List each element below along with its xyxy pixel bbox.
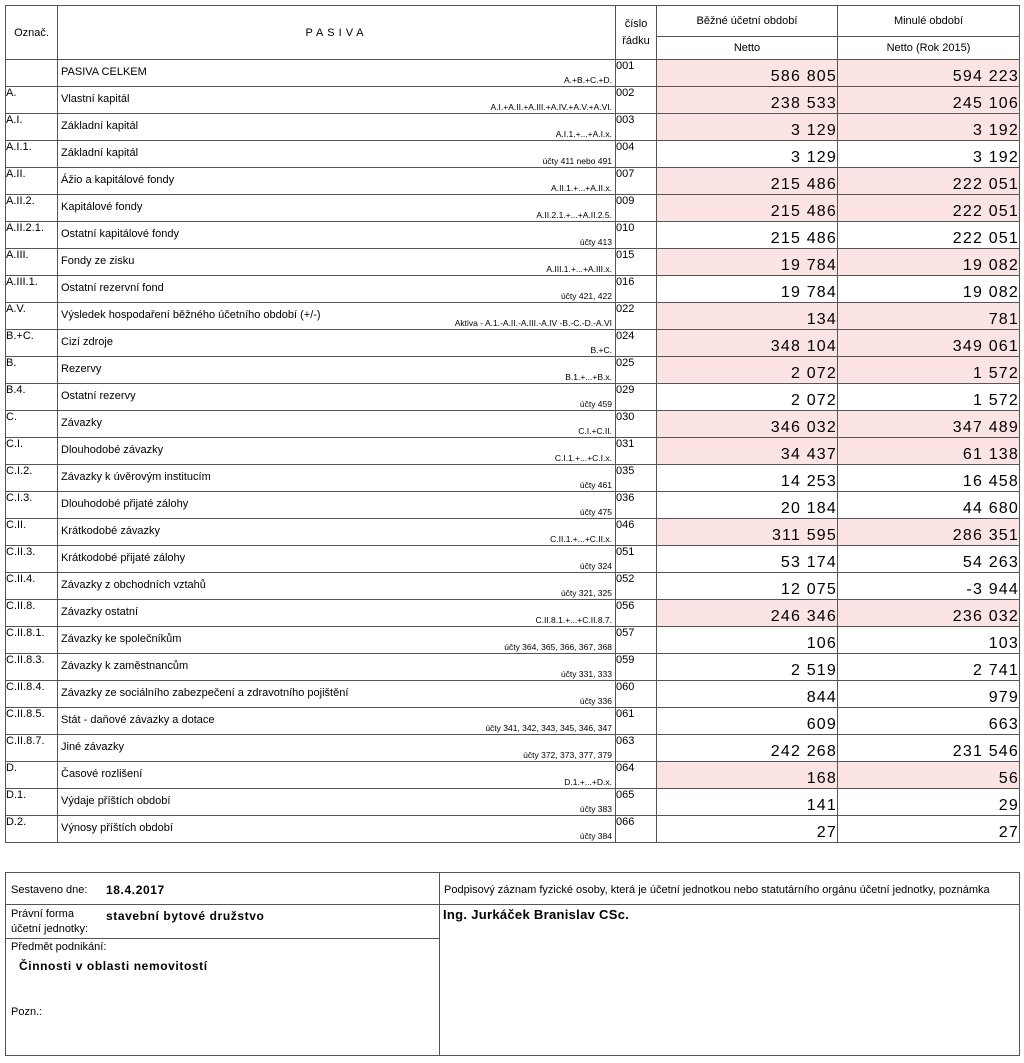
value-previous: 347 489 bbox=[838, 411, 1020, 438]
row-code: A. bbox=[6, 87, 58, 114]
header-cislo: číslo bbox=[624, 17, 648, 30]
table-row bbox=[6, 438, 1020, 465]
podpis-label: Podpisový záznam fyzické osoby, která je účetní jednotkou nebo statutárního orgánu účetní jednotky, poznámka bbox=[444, 884, 990, 896]
footer-rule bbox=[6, 938, 439, 939]
row-code: A.III. bbox=[6, 249, 58, 276]
row-number: 030 bbox=[616, 411, 657, 438]
row-label-cell bbox=[58, 708, 616, 735]
row-formula: účty 411 nebo 491 bbox=[542, 156, 612, 166]
row-name: Vlastní kapitál bbox=[61, 93, 130, 105]
row-formula: účty 421, 422 bbox=[560, 291, 612, 301]
value-previous: 979 bbox=[838, 681, 1020, 708]
row-formula: B.1.+...+B.x. bbox=[565, 372, 612, 382]
row-code: C.II.8.1. bbox=[6, 627, 58, 654]
predmet-value: Činnosti v oblasti nemovitostí bbox=[19, 959, 208, 973]
row-code: C.II.8. bbox=[6, 600, 58, 627]
value-current: 242 268 bbox=[657, 735, 838, 762]
footer-section bbox=[5, 872, 1020, 1056]
row-label-cell bbox=[58, 141, 616, 168]
value-previous: 1 572 bbox=[838, 357, 1020, 384]
row-formula: účty 413 bbox=[579, 237, 612, 247]
row-name: Výsledek hospodaření běžného účetního období (+/-) bbox=[61, 309, 321, 321]
row-code: A.II.2. bbox=[6, 195, 58, 222]
row-number: 001 bbox=[616, 60, 657, 87]
row-code: A.II. bbox=[6, 168, 58, 195]
row-name: Rezervy bbox=[61, 363, 102, 375]
row-code: B. bbox=[6, 357, 58, 384]
row-number: 046 bbox=[616, 519, 657, 546]
row-name: Ostatní kapitálové fondy bbox=[61, 228, 180, 240]
row-formula: C.I.1.+...+C.I.x. bbox=[554, 453, 612, 463]
value-current: 246 346 bbox=[657, 600, 838, 627]
row-number: 031 bbox=[616, 438, 657, 465]
value-previous: 3 192 bbox=[838, 141, 1020, 168]
row-code: C.I.3. bbox=[6, 492, 58, 519]
table-row bbox=[6, 114, 1020, 141]
value-previous: -3 944 bbox=[838, 573, 1020, 600]
value-current: 609 bbox=[657, 708, 838, 735]
row-name: Krátkodobé přijaté zálohy bbox=[61, 552, 186, 564]
row-code: A.I. bbox=[6, 114, 58, 141]
footer-rule bbox=[6, 904, 439, 905]
value-current: 12 075 bbox=[657, 573, 838, 600]
value-previous: 222 051 bbox=[838, 222, 1020, 249]
row-formula: účty 372, 373, 377, 379 bbox=[523, 750, 612, 760]
table-row bbox=[6, 762, 1020, 789]
value-previous: 245 106 bbox=[838, 87, 1020, 114]
row-formula: účty 336 bbox=[579, 696, 612, 706]
row-number: 035 bbox=[616, 465, 657, 492]
row-code: C. bbox=[6, 411, 58, 438]
table-row bbox=[6, 681, 1020, 708]
row-number: 061 bbox=[616, 708, 657, 735]
row-label-cell bbox=[58, 249, 616, 276]
row-name: Závazky k úvěrovým institucím bbox=[61, 471, 211, 483]
signer-name: Ing. Jurkáček Branislav CSc. bbox=[443, 907, 630, 922]
row-formula: účty 321, 325 bbox=[560, 588, 612, 598]
row-label-cell bbox=[58, 762, 616, 789]
row-name: Závazky k zaměstnancům bbox=[61, 660, 189, 672]
row-formula: účty 461 bbox=[579, 480, 612, 490]
value-current: 19 784 bbox=[657, 249, 838, 276]
row-code: B.4. bbox=[6, 384, 58, 411]
row-code: C.II.8.3. bbox=[6, 654, 58, 681]
row-code: A.I.1. bbox=[6, 141, 58, 168]
row-formula: účty 341, 342, 343, 345, 346, 347 bbox=[485, 723, 612, 733]
row-code: A.III.1. bbox=[6, 276, 58, 303]
row-code: A.V. bbox=[6, 303, 58, 330]
value-previous: 231 546 bbox=[838, 735, 1020, 762]
row-label-cell bbox=[58, 384, 616, 411]
row-number: 063 bbox=[616, 735, 657, 762]
value-current: 34 437 bbox=[657, 438, 838, 465]
table-row bbox=[6, 816, 1020, 843]
row-name: Fondy ze zisku bbox=[61, 255, 135, 267]
row-number: 003 bbox=[616, 114, 657, 141]
row-label-cell bbox=[58, 573, 616, 600]
value-current: 141 bbox=[657, 789, 838, 816]
header-row-number bbox=[616, 6, 657, 60]
value-previous: 16 458 bbox=[838, 465, 1020, 492]
value-previous: 594 223 bbox=[838, 60, 1020, 87]
table-row bbox=[6, 384, 1020, 411]
table-row bbox=[6, 249, 1020, 276]
row-label-cell bbox=[58, 330, 616, 357]
value-current: 168 bbox=[657, 762, 838, 789]
header-oznac: Označ. bbox=[6, 6, 58, 60]
value-current: 53 174 bbox=[657, 546, 838, 573]
row-number: 057 bbox=[616, 627, 657, 654]
header-previous-netto: Netto (Rok 2015) bbox=[838, 37, 1020, 60]
row-name: Výdaje příštích období bbox=[61, 795, 171, 807]
row-code: C.II. bbox=[6, 519, 58, 546]
table-row bbox=[6, 519, 1020, 546]
header-current-netto: Netto bbox=[657, 37, 838, 60]
table-row bbox=[6, 600, 1020, 627]
row-number: 036 bbox=[616, 492, 657, 519]
row-label-cell bbox=[58, 492, 616, 519]
value-current: 27 bbox=[657, 816, 838, 843]
row-code: C.II.3. bbox=[6, 546, 58, 573]
value-current: 215 486 bbox=[657, 195, 838, 222]
value-current: 20 184 bbox=[657, 492, 838, 519]
row-code: C.I.2. bbox=[6, 465, 58, 492]
row-number: 022 bbox=[616, 303, 657, 330]
row-formula: B.+C. bbox=[590, 345, 612, 355]
row-code: C.II.4. bbox=[6, 573, 58, 600]
value-current: 215 486 bbox=[657, 168, 838, 195]
row-label-cell bbox=[58, 195, 616, 222]
row-number: 065 bbox=[616, 789, 657, 816]
row-label-cell bbox=[58, 222, 616, 249]
value-previous: 286 351 bbox=[838, 519, 1020, 546]
table-row bbox=[6, 60, 1020, 87]
row-name: Výnosy příštích období bbox=[61, 822, 173, 834]
pravni-label-2: účetní jednotky: bbox=[11, 923, 89, 935]
value-previous: 56 bbox=[838, 762, 1020, 789]
value-previous: 1 572 bbox=[838, 384, 1020, 411]
value-previous: 781 bbox=[838, 303, 1020, 330]
row-name: Základní kapitál bbox=[61, 120, 139, 132]
row-name: Časové rozlišení bbox=[61, 768, 143, 780]
row-name: Ostatní rezervní fond bbox=[61, 282, 164, 294]
row-formula: A.I.1.+...+A.I.x. bbox=[555, 129, 612, 139]
value-previous: 222 051 bbox=[838, 168, 1020, 195]
row-name: Ostatní rezervy bbox=[61, 390, 136, 402]
row-label-cell bbox=[58, 357, 616, 384]
row-formula: A.III.1.+...+A.III.x. bbox=[546, 264, 612, 274]
value-current: 348 104 bbox=[657, 330, 838, 357]
header-pasiva: PASIVA bbox=[58, 6, 616, 60]
table-row bbox=[6, 789, 1020, 816]
row-formula: účty 383 bbox=[579, 804, 612, 814]
value-current: 844 bbox=[657, 681, 838, 708]
row-name: Závazky ke společníkům bbox=[61, 633, 182, 645]
value-previous: 27 bbox=[838, 816, 1020, 843]
row-number: 010 bbox=[616, 222, 657, 249]
row-label-cell bbox=[58, 87, 616, 114]
value-previous: 663 bbox=[838, 708, 1020, 735]
row-number: 060 bbox=[616, 681, 657, 708]
row-code: C.I. bbox=[6, 438, 58, 465]
row-number: 064 bbox=[616, 762, 657, 789]
footer-divider bbox=[439, 873, 440, 1055]
balance-sheet-table bbox=[5, 5, 1020, 843]
pozn-label: Pozn.: bbox=[11, 1006, 43, 1018]
table-row bbox=[6, 573, 1020, 600]
row-code: D. bbox=[6, 762, 58, 789]
table-row bbox=[6, 222, 1020, 249]
row-label-cell bbox=[58, 519, 616, 546]
row-label-cell bbox=[58, 465, 616, 492]
table-row bbox=[6, 627, 1020, 654]
row-label-cell bbox=[58, 654, 616, 681]
row-number: 007 bbox=[616, 168, 657, 195]
row-formula: D.1.+...+D.x. bbox=[564, 777, 612, 787]
value-current: 586 805 bbox=[657, 60, 838, 87]
value-previous: 2 741 bbox=[838, 654, 1020, 681]
row-name: Závazky z obchodních vztahů bbox=[61, 579, 206, 591]
row-name: Krátkodobé závazky bbox=[61, 525, 161, 537]
row-label-cell bbox=[58, 627, 616, 654]
table-row bbox=[6, 168, 1020, 195]
row-code bbox=[6, 60, 58, 87]
row-number: 056 bbox=[616, 600, 657, 627]
row-label-cell bbox=[58, 114, 616, 141]
row-number: 029 bbox=[616, 384, 657, 411]
row-name: Cizí zdroje bbox=[61, 336, 113, 348]
row-label-cell bbox=[58, 681, 616, 708]
sestaveno-value: 18.4.2017 bbox=[106, 883, 165, 897]
table-row bbox=[6, 303, 1020, 330]
value-current: 19 784 bbox=[657, 276, 838, 303]
row-formula: A.+B.+C.+D. bbox=[564, 75, 612, 85]
value-current: 134 bbox=[657, 303, 838, 330]
row-name: Závazky ze sociálního zabezpečení a zdravotního pojištění bbox=[61, 687, 349, 699]
row-number: 066 bbox=[616, 816, 657, 843]
value-current: 106 bbox=[657, 627, 838, 654]
value-previous: 44 680 bbox=[838, 492, 1020, 519]
row-code: C.II.8.5. bbox=[6, 708, 58, 735]
row-formula: A.I.+A.II.+A.III.+A.IV.+A.V.+A.VI. bbox=[490, 102, 612, 112]
row-number: 009 bbox=[616, 195, 657, 222]
row-code: A.II.2.1. bbox=[6, 222, 58, 249]
row-formula: účty 324 bbox=[579, 561, 612, 571]
row-name: PASIVA CELKEM bbox=[61, 66, 147, 78]
value-current: 3 129 bbox=[657, 114, 838, 141]
table-body bbox=[6, 60, 1020, 843]
row-name: Jiné závazky bbox=[61, 741, 124, 753]
value-current: 2 519 bbox=[657, 654, 838, 681]
row-code: D.1. bbox=[6, 789, 58, 816]
predmet-label: Předmět podnikání: bbox=[11, 941, 107, 953]
row-formula: C.I.+C.II. bbox=[578, 426, 612, 436]
row-code: D.2. bbox=[6, 816, 58, 843]
table-row bbox=[6, 276, 1020, 303]
row-formula: účty 475 bbox=[579, 507, 612, 517]
pravni-value: stavební bytové družstvo bbox=[106, 909, 265, 923]
row-label-cell bbox=[58, 546, 616, 573]
row-formula: účty 459 bbox=[579, 399, 612, 409]
row-formula: účty 384 bbox=[579, 831, 612, 841]
sestaveno-label: Sestaveno dne: bbox=[11, 884, 88, 896]
value-current: 238 533 bbox=[657, 87, 838, 114]
row-formula: A.II.2.1.+...+A.II.2.5. bbox=[536, 210, 612, 220]
row-formula: účty 331, 333 bbox=[560, 669, 612, 679]
row-label-cell bbox=[58, 411, 616, 438]
value-current: 14 253 bbox=[657, 465, 838, 492]
row-formula: A.II.1.+...+A.II.x. bbox=[551, 183, 612, 193]
row-label-cell bbox=[58, 303, 616, 330]
value-current: 3 129 bbox=[657, 141, 838, 168]
footer-rule bbox=[439, 904, 1019, 905]
value-current: 215 486 bbox=[657, 222, 838, 249]
value-current: 311 595 bbox=[657, 519, 838, 546]
value-previous: 19 082 bbox=[838, 249, 1020, 276]
table-row bbox=[6, 141, 1020, 168]
row-label-cell bbox=[58, 276, 616, 303]
row-label-cell bbox=[58, 735, 616, 762]
row-number: 015 bbox=[616, 249, 657, 276]
header-current-period: Běžné účetní období bbox=[657, 6, 838, 37]
row-name: Závazky ostatní bbox=[61, 606, 139, 618]
table-row bbox=[6, 465, 1020, 492]
row-number: 052 bbox=[616, 573, 657, 600]
row-code: C.II.8.7. bbox=[6, 735, 58, 762]
table-row bbox=[6, 546, 1020, 573]
row-name: Ážio a kapitálové fondy bbox=[61, 174, 175, 186]
row-number: 025 bbox=[616, 357, 657, 384]
row-number: 002 bbox=[616, 87, 657, 114]
row-name: Závazky bbox=[61, 417, 102, 429]
header-previous-period: Minulé období bbox=[838, 6, 1020, 37]
table-row bbox=[6, 87, 1020, 114]
value-previous: 61 138 bbox=[838, 438, 1020, 465]
row-label-cell bbox=[58, 168, 616, 195]
pravni-label-1: Právní forma bbox=[11, 908, 74, 920]
row-label-cell bbox=[58, 600, 616, 627]
row-name: Stát - daňové závazky a dotace bbox=[61, 714, 215, 726]
row-formula: Aktiva - A.1.-A.II.-A.III.-A.IV -B.-C.-D.-A.VI bbox=[454, 318, 612, 328]
row-formula: C.II.1.+...+C.II.x. bbox=[550, 534, 612, 544]
row-number: 004 bbox=[616, 141, 657, 168]
table-row bbox=[6, 492, 1020, 519]
table-row bbox=[6, 330, 1020, 357]
value-current: 2 072 bbox=[657, 384, 838, 411]
row-label-cell bbox=[58, 60, 616, 87]
value-current: 346 032 bbox=[657, 411, 838, 438]
table-row bbox=[6, 654, 1020, 681]
value-previous: 349 061 bbox=[838, 330, 1020, 357]
value-previous: 29 bbox=[838, 789, 1020, 816]
row-label-cell bbox=[58, 816, 616, 843]
row-name: Kapitálové fondy bbox=[61, 201, 143, 213]
row-label-cell bbox=[58, 789, 616, 816]
row-number: 059 bbox=[616, 654, 657, 681]
value-previous: 54 263 bbox=[838, 546, 1020, 573]
header-radku: řádku bbox=[622, 34, 650, 47]
row-code: B.+C. bbox=[6, 330, 58, 357]
row-name: Dlouhodobé závazky bbox=[61, 444, 164, 456]
row-formula: C.II.8.1.+...+C.II.8.7. bbox=[535, 615, 612, 625]
value-current: 2 072 bbox=[657, 357, 838, 384]
row-number: 016 bbox=[616, 276, 657, 303]
row-label-cell bbox=[58, 438, 616, 465]
value-previous: 222 051 bbox=[838, 195, 1020, 222]
table-row bbox=[6, 708, 1020, 735]
row-number: 024 bbox=[616, 330, 657, 357]
value-previous: 19 082 bbox=[838, 276, 1020, 303]
table-row bbox=[6, 411, 1020, 438]
row-name: Dlouhodobé přijaté zálohy bbox=[61, 498, 189, 510]
row-number: 051 bbox=[616, 546, 657, 573]
row-name: Základní kapitál bbox=[61, 147, 139, 159]
row-formula: účty 364, 365, 366, 367, 368 bbox=[504, 642, 612, 652]
table-row bbox=[6, 195, 1020, 222]
table-row bbox=[6, 357, 1020, 384]
table-row bbox=[6, 735, 1020, 762]
value-previous: 103 bbox=[838, 627, 1020, 654]
row-code: C.II.8.4. bbox=[6, 681, 58, 708]
value-previous: 236 032 bbox=[838, 600, 1020, 627]
value-previous: 3 192 bbox=[838, 114, 1020, 141]
